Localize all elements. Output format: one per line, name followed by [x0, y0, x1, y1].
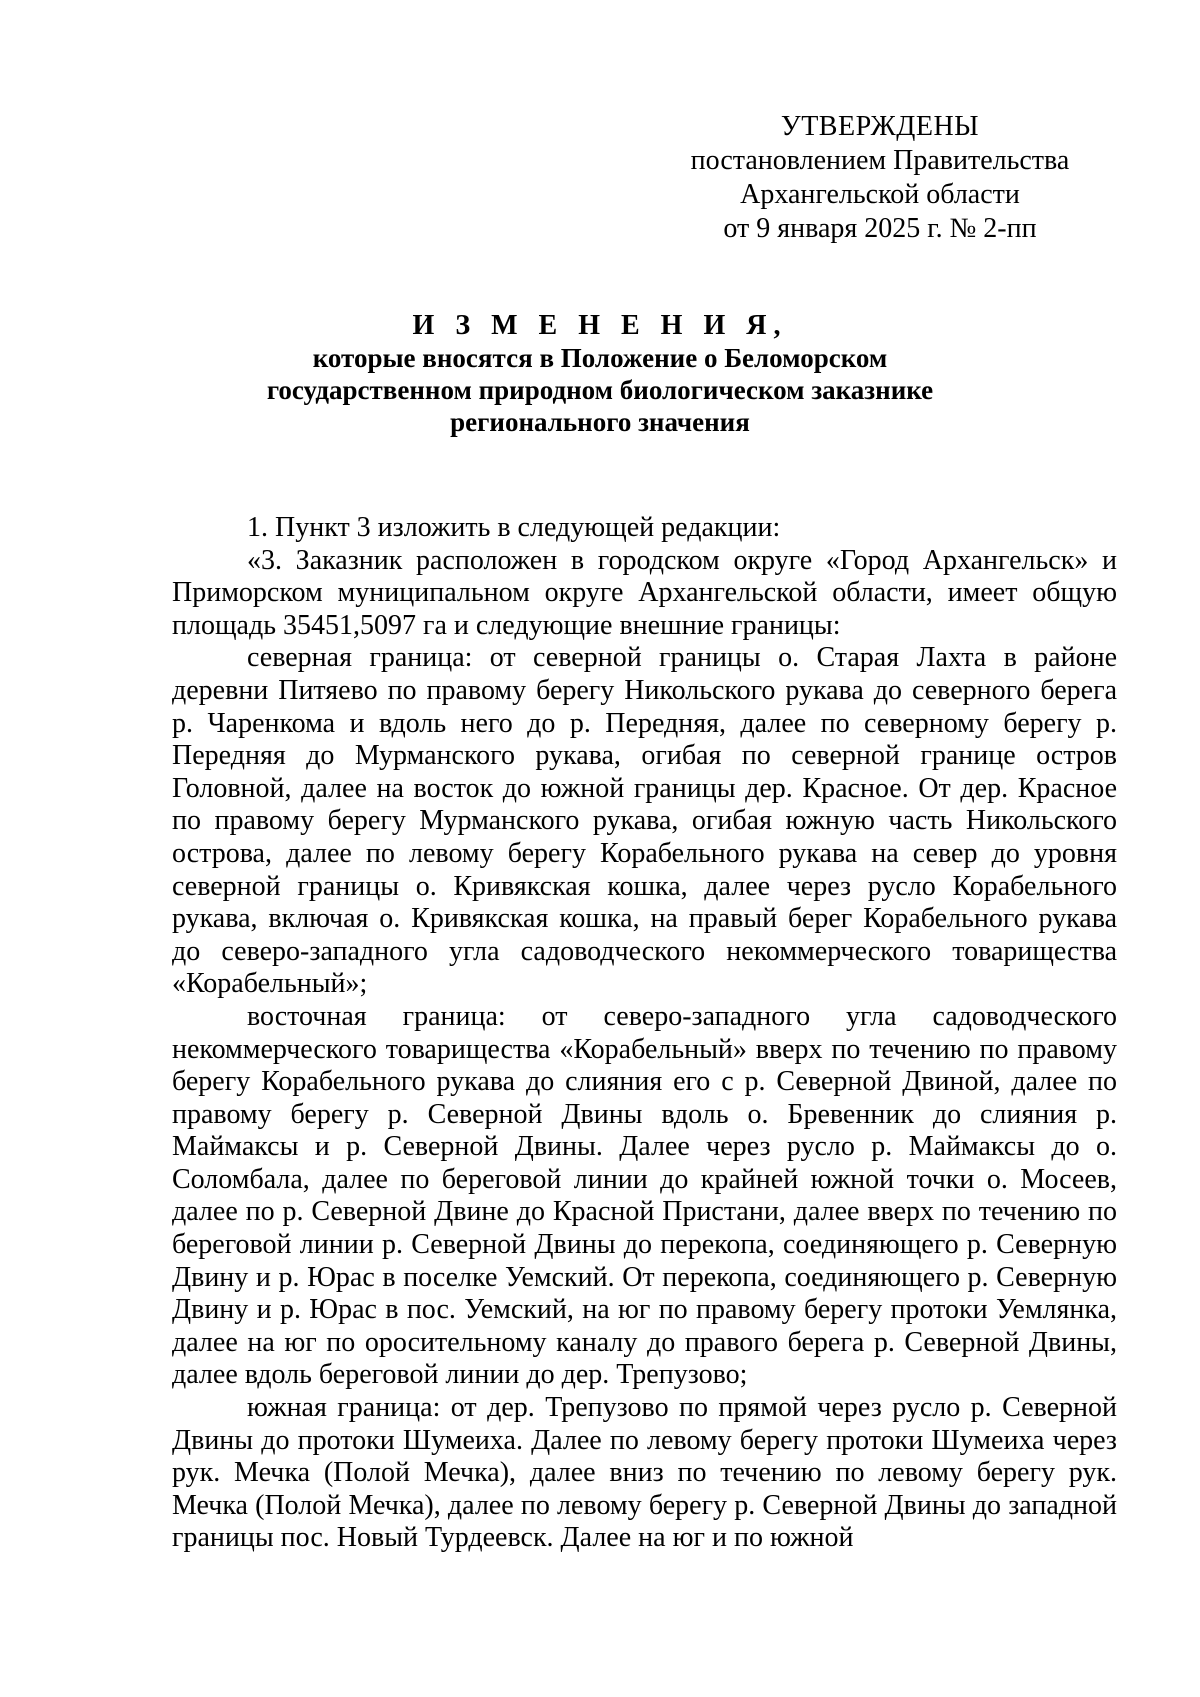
- document-title: [172, 310, 1028, 438]
- title-line-2: государственном природном биологическом заказнике: [266, 375, 934, 405]
- title-line-3: регионального значения: [450, 407, 750, 437]
- approval-date-number: от 9 января 2025 г. № 2-пп: [723, 213, 1037, 244]
- document-body: [172, 512, 1117, 1555]
- approval-stamp: УТВЕРЖДЕНЫ: [780, 111, 980, 142]
- title-line-1: которые вносятся в Положение о Беломорском: [312, 343, 888, 373]
- approval-issuer: постановлением Правительства: [690, 145, 1070, 176]
- approval-region: Архангельской области: [740, 179, 1020, 210]
- approval-block: [680, 110, 1080, 246]
- paragraph-southern-boundary: южная граница: от дер. Трепузово по прямой через русло р. Северной Двины до протоки Шумеиха. Далее по левому берегу протоки Шумеиха через рук. Мечка (Полой Мечка), далее вниз по течению по левому берегу рук. Мечка (Полой Мечка), далее по левому берегу р. Северной Двины до западной границы пос. Новый Турдеевск. Далее на юг и по южной: [172, 1392, 1117, 1554]
- paragraph-eastern-boundary: восточная граница: от северо-западного угла садоводческого некоммерческого товарищества «Корабельный» вверх по течению по правому берегу Корабельного рукава до слияния его с р. Северной Двиной, далее по правому берегу р. Северной Двины вдоль о. Бревенник до слияния р. Маймаксы и р. Северной Двины. Далее через русло р. Маймаксы до о. Соломбала, далее по береговой линии до крайней южной точки о. Мосеев, далее по р. Северной Двине до Красной Пристани, далее вверх по течению по береговой линии р. Северной Двины до перекопа, соединяющего р. Северную Двину и р. Юрас в поселке Уемский. От перекопа, соединяющего р. Северную Двину и р. Юрас в пос. Уемский, на юг по правому берегу протоки Уемлянка, далее на юг по оросительному каналу до правого берега р. Северной Двины, далее вдоль береговой линии до дер. Трепузово;: [172, 1000, 1117, 1391]
- paragraph-item-1: 1. Пункт 3 изложить в следующей редакции:: [247, 512, 781, 543]
- paragraph-item-3-intro: «3. Заказник расположен в городском округе «Город Архангельск» и Приморском муниципальном округе Архангельской области, имеет общую площадь 35451,5097 га и следующие внешние границы:: [172, 544, 1117, 641]
- paragraph-northern-boundary: северная граница: от северной границы о. Старая Лахта в районе деревни Питяево по правому берегу Никольского рукава до северного берега р. Чаренкома и вдоль него до р. Передняя, далее по северному берегу р. Передняя до Мурманского рукава, огибая по северной границе остров Головной, далее на восток до южной границы дер. Красное. От дер. Красное по правому берегу Мурманского рукава, огибая южную часть Никольского острова, далее по левому берегу Корабельного рукава на север до уровня северной границы о. Кривякская кошка, далее через русло Корабельного рукава, включая о. Кривякская кошка, на правый берег Корабельного рукава до северо-западного угла садоводческого некоммерческого товарищества «Корабельный»;: [172, 642, 1117, 1000]
- title-heading: И З М Е Н Е Н И Я,: [412, 310, 788, 341]
